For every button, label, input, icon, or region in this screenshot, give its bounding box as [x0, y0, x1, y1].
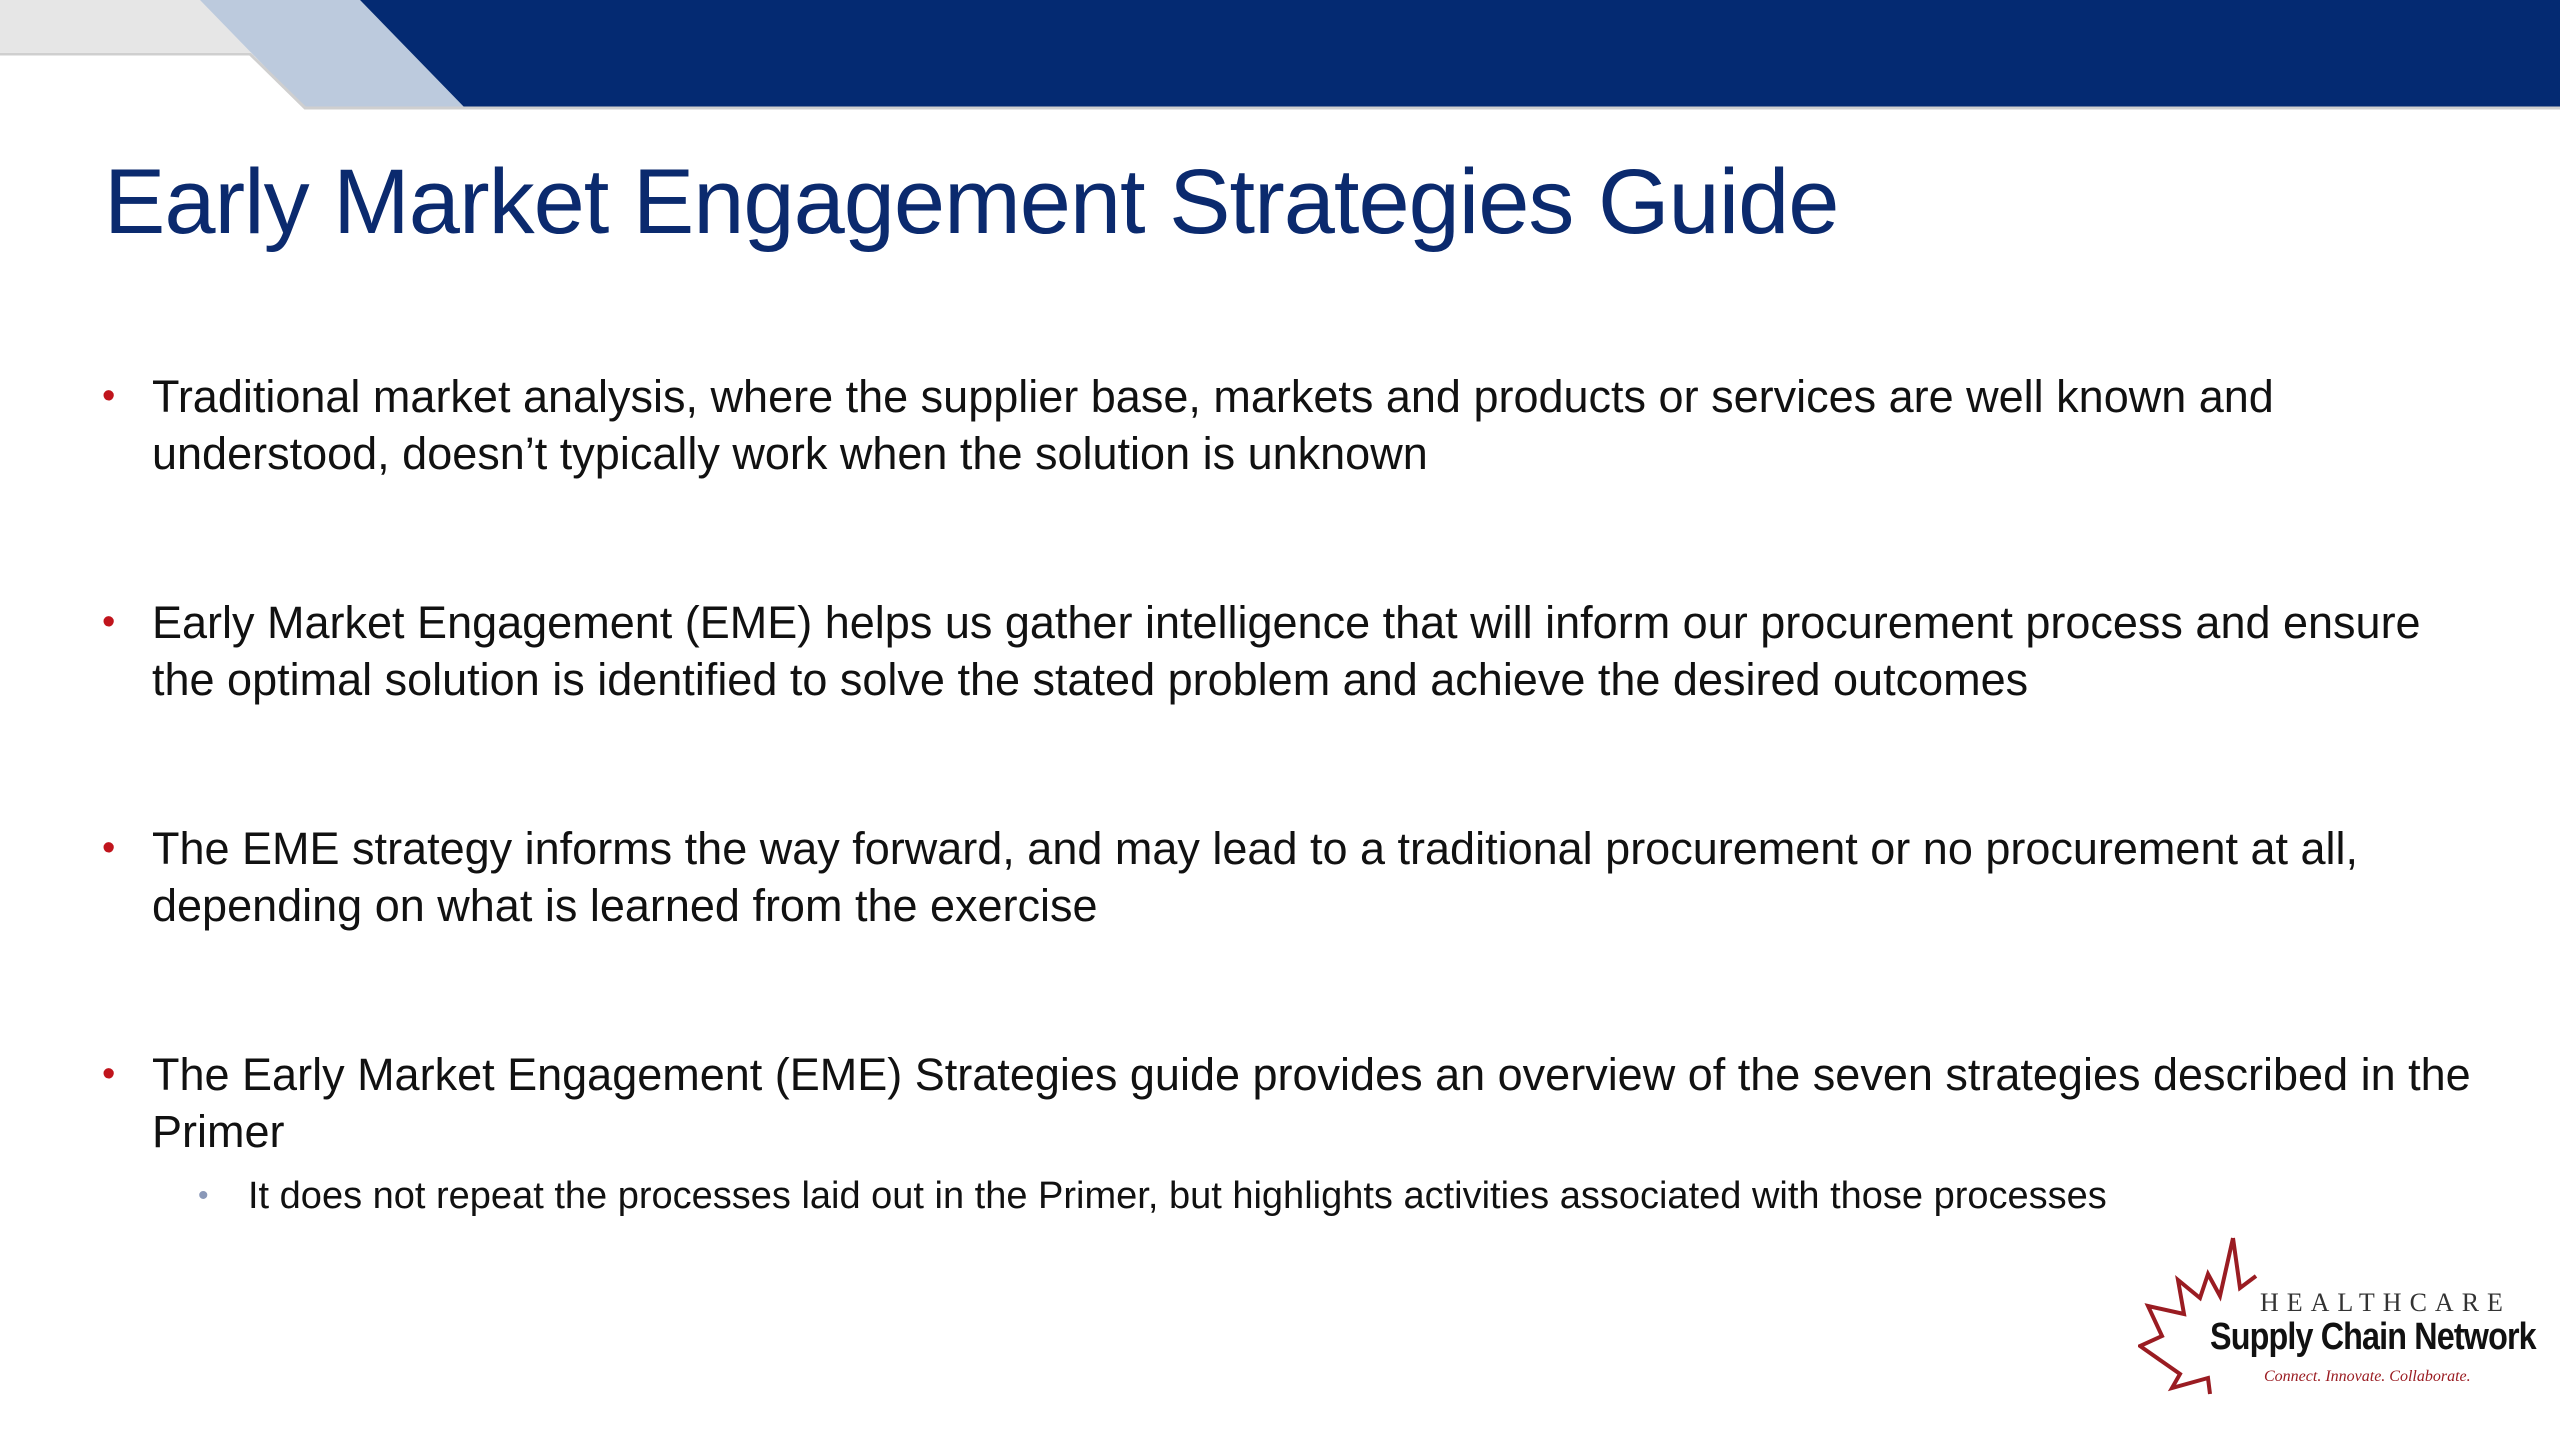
header-band — [0, 0, 2560, 110]
bullet-text: Traditional market analysis, where the supplier base, markets and products or services are well known and understood, doesn’t typically work when the solution is unknown — [152, 371, 2274, 479]
bullet-item-4 — [100, 1046, 2480, 1222]
bullet-item-3 — [100, 820, 2480, 934]
bullet-marker: • — [102, 375, 116, 417]
sub-bullet-marker: • — [198, 1179, 209, 1212]
logo-healthcare-text: HEALTHCARE — [2260, 1288, 2511, 1317]
bullet-item-1 — [100, 368, 2480, 482]
healthcare-supply-chain-network-logo — [2138, 1236, 2536, 1396]
bullet-list — [100, 368, 2480, 1222]
logo-network-text: Supply Chain Network — [2210, 1316, 2536, 1358]
bullet-marker: • — [102, 601, 116, 643]
bullet-text: Early Market Engagement (EME) helps us gather intelligence that will inform our procurement process and ensure the optimal solution is identified to solve the stated problem and achieve the desired outcomes — [152, 597, 2421, 705]
logo-tagline: Connect. Innovate. Collaborate. — [2264, 1368, 2471, 1385]
bullet-text: The EME strategy informs the way forward, and may lead to a traditional procurement or no procurement at all, depending on what is learned from the exercise — [152, 823, 2359, 931]
sub-bullet-item — [152, 1170, 2480, 1222]
bullet-text: The Early Market Engagement (EME) Strategies guide provides an overview of the seven strategies described in the Primer — [152, 1049, 2471, 1157]
bullet-item-2 — [100, 594, 2480, 708]
bullet-marker: • — [102, 1053, 116, 1095]
page-title: Early Market Engagement Strategies Guide — [104, 151, 1839, 253]
bullet-marker: • — [102, 827, 116, 869]
sub-bullet-text: It does not repeat the processes laid out in the Primer, but highlights activities associated with those processes — [248, 1175, 2107, 1217]
header-navy-band — [360, 0, 2560, 108]
